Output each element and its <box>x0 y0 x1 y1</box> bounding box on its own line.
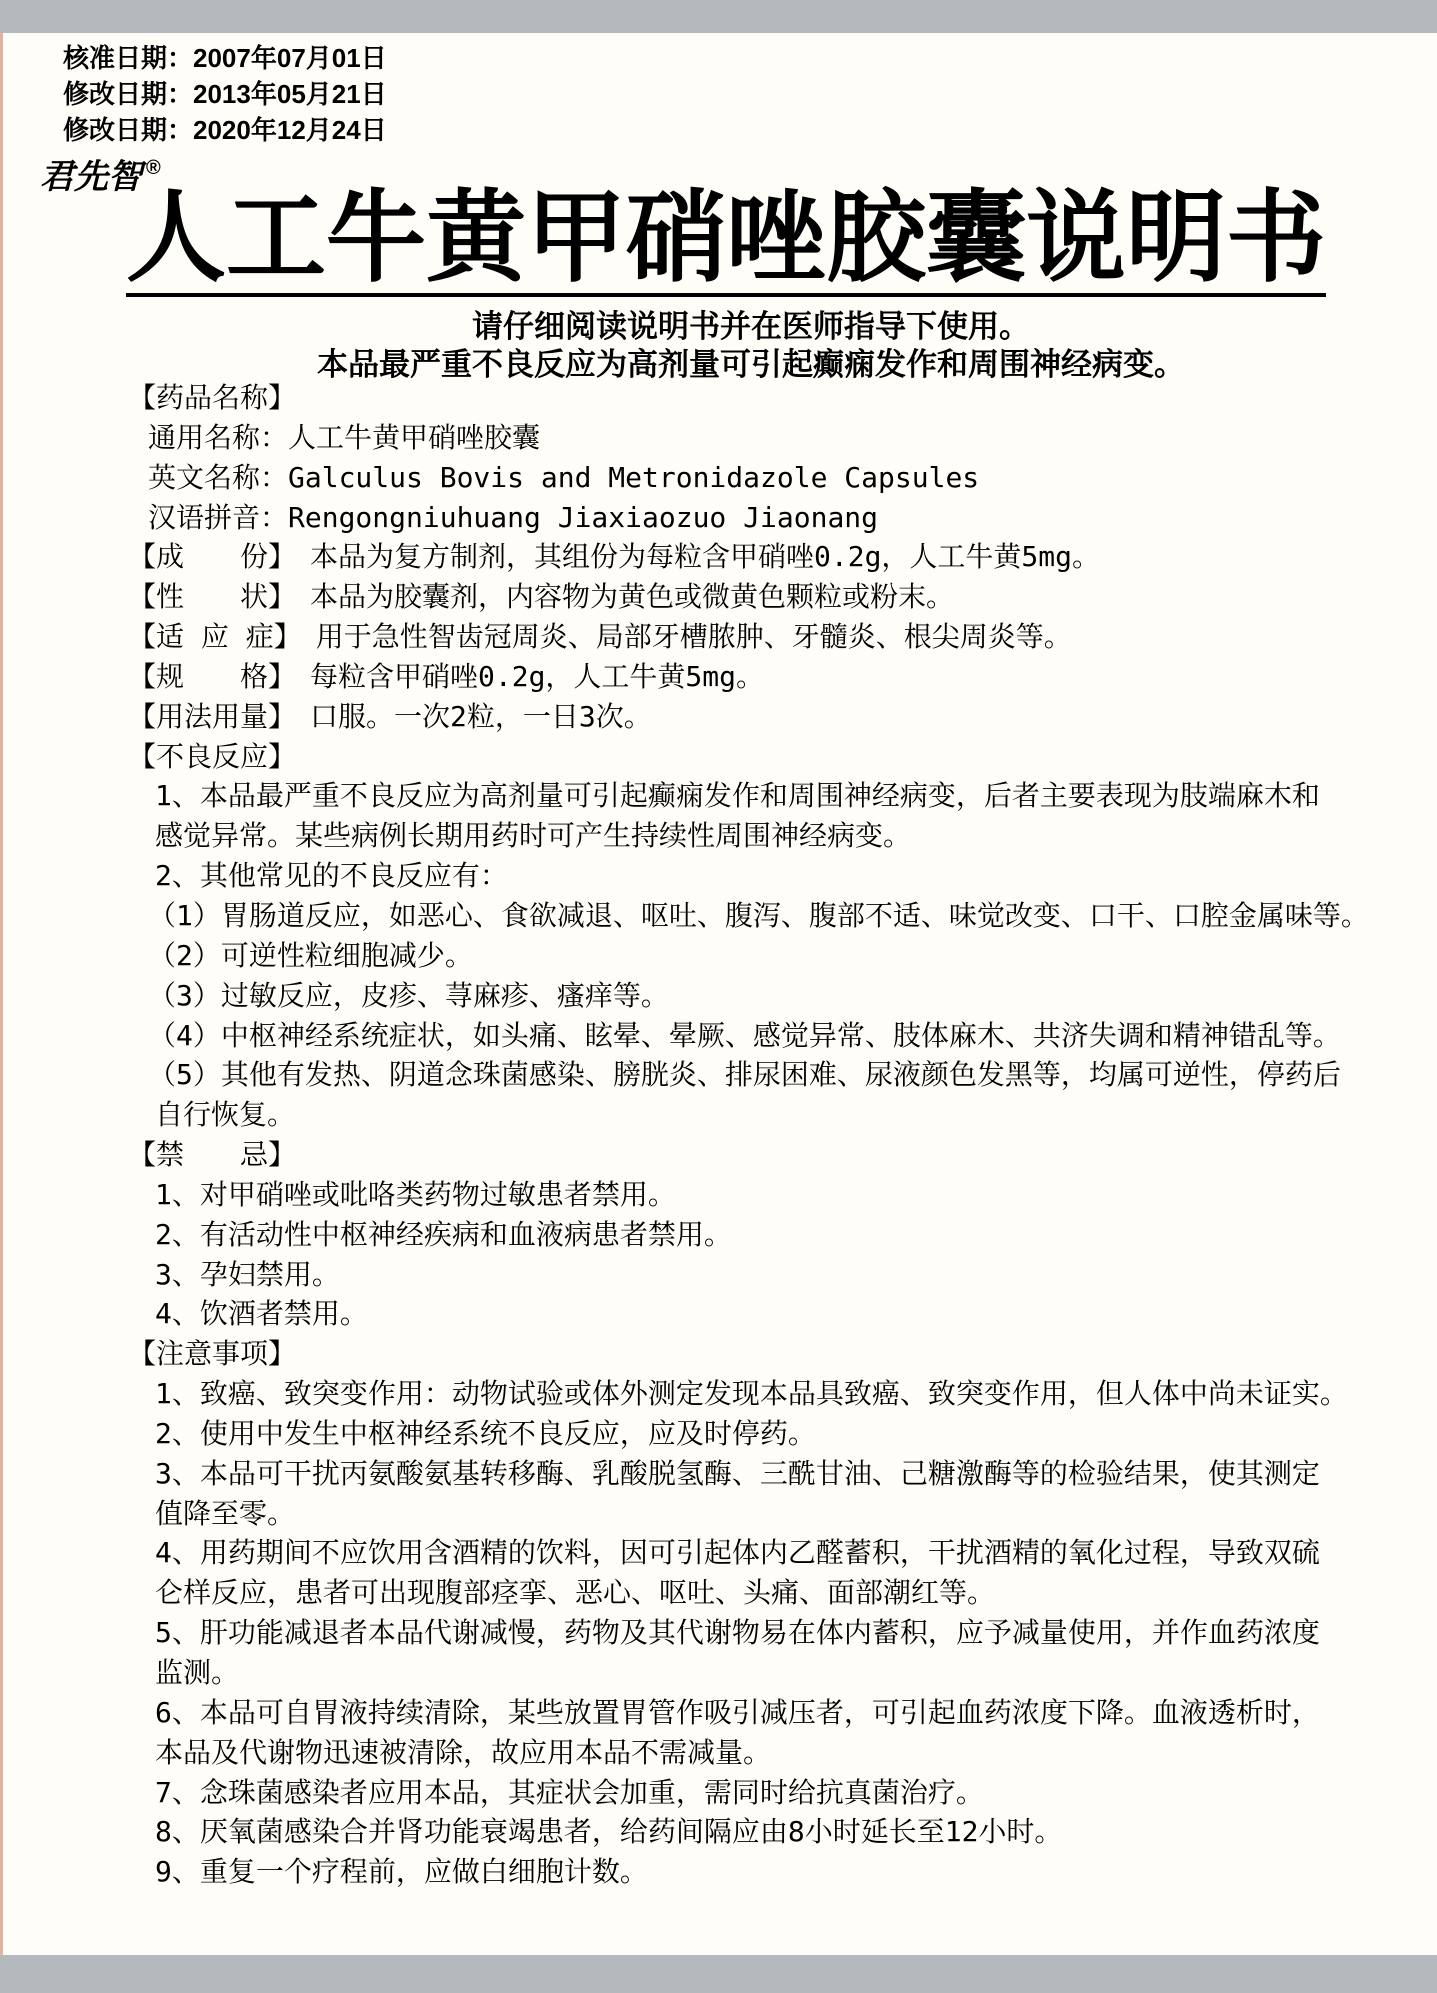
revision-date-row <box>63 76 387 112</box>
text-line: 感觉异常。某些病例长期用药时可产生持续性周围神经病变。 <box>155 819 912 853</box>
brand-name: 君先智 <box>40 158 142 196</box>
text-line: （3）过敏反应，皮疹、荨麻疹、瘙痒等。 <box>148 978 669 1012</box>
text-line: 【禁 忌】 <box>128 1138 297 1172</box>
text-line: 3、孕妇禁用。 <box>155 1257 340 1291</box>
text-line: （5）其他有发热、阴道念珠菌感染、膀胱炎、排尿困难、尿液颜色发黑等，均属可逆性，停药后 <box>148 1058 1341 1092</box>
text-line: 仑样反应，患者可出现腹部痉挛、恶心、呕吐、头痛、面部潮红等。 <box>155 1576 996 1610</box>
revision-date-row <box>63 112 387 148</box>
approval-date-value: 2007年07月01日 <box>193 43 387 73</box>
text-line: 监测。 <box>155 1656 240 1689</box>
text-line: 1、本品最严重不良反应为高剂量可引起癫痫发作和周围神经病变，后者主要表现为肢端麻木和 <box>155 779 1320 813</box>
text-line: 7、念珠菌感染者应用本品，其症状会加重，需同时给抗真菌治疗。 <box>155 1775 984 1809</box>
approval-date-label: 核准日期： <box>63 43 194 73</box>
text-line: 1、对甲硝唑或吡咯类药物过敏患者禁用。 <box>155 1177 676 1211</box>
top-gray-bar <box>0 0 1437 33</box>
text-line: 【适 应 症】 用于急性智齿冠周炎、局部牙槽脓肿、牙髓炎、根尖周炎等。 <box>128 620 1072 654</box>
bottom-gray-bar <box>0 1955 1437 1993</box>
text-line: 值降至零。 <box>155 1496 296 1530</box>
text-line: 6、本品可自胃液持续清除，某些放置胃管作吸引减压者，可引起血药浓度下降。血液透析时， <box>155 1695 1320 1729</box>
document-body <box>0 378 1437 1892</box>
text-line: 2、其他常见的不良反应有： <box>155 859 508 893</box>
text-line: 【不良反应】 <box>128 739 297 773</box>
revision-date-value: 2013年05月21日 <box>193 79 387 109</box>
text-line: 【成 份】 本品为复方制剂，其组份为每粒含甲硝唑0.2g，人工牛黄5mg。 <box>128 540 1101 574</box>
text-line: （1）胃肠道反应，如恶心、食欲减退、呕吐、腹泻、腹部不适、味觉改变、口干、口腔金属味等。 <box>148 898 1369 932</box>
revision-date-label: 修改日期： <box>63 115 194 145</box>
text-line: 【用法用量】 口服。一次2粒，一日3次。 <box>128 699 652 733</box>
page-title: 人工牛黄甲硝唑胶囊说明书 <box>126 188 1326 297</box>
text-line: 2、使用中发生中枢神经系统不良反应，应及时停药。 <box>155 1416 816 1450</box>
text-line: 9、重复一个疗程前，应做白细胞计数。 <box>155 1855 648 1889</box>
text-line: 汉语拼音：Rengongniuhuang Jiaxiaozuo Jiaonang <box>148 500 879 534</box>
text-line: 自行恢复。 <box>155 1098 296 1132</box>
text-line: 【药品名称】 <box>128 381 297 414</box>
text-line: 8、厌氧菌感染合并肾功能衰竭患者，给药间隔应由8小时延长至12小时。 <box>155 1815 1063 1849</box>
text-line: 4、用药期间不应饮用含酒精的饮料，因可引起体内乙醛蓄积，干扰酒精的氧化过程，导致双硫 <box>155 1536 1320 1570</box>
revision-date-value: 2020年12月24日 <box>193 115 387 145</box>
approval-date-row <box>63 40 387 76</box>
text-line: 4、饮酒者禁用。 <box>155 1297 368 1331</box>
text-line: 1、致癌、致突变作用：动物试验或体外测定发现本品具致癌、致突变作用，但人体中尚未证实。 <box>155 1377 1348 1411</box>
text-line: 本品及代谢物迅速被清除，故应用本品不需减量。 <box>155 1735 772 1769</box>
text-line: 通用名称：人工牛黄甲硝唑胶囊 <box>148 420 541 454</box>
revision-date-label: 修改日期： <box>63 79 194 109</box>
text-line: 【性 状】 本品为胶囊剂，内容物为黄色或微黄色颗粒或粉末。 <box>128 580 955 614</box>
text-line: 英文名称：Galculus Bovis and Metronidazole Capsules <box>148 460 980 494</box>
text-line: 5、肝功能减退者本品代谢减慢，药物及其代谢物易在体内蓄积，应予减量使用，并作血药浓度 <box>155 1616 1320 1650</box>
text-line: （2）可逆性粒细胞减少。 <box>148 938 473 972</box>
text-line: 2、有活动性中枢神经疾病和血液病患者禁用。 <box>155 1217 732 1251</box>
subtitle-read-carefully: 请仔细阅读说明书并在医师指导下使用。 <box>472 309 1030 344</box>
dates-block <box>63 40 387 148</box>
text-line: （4）中枢神经系统症状，如头痛、眩晕、晕厥、感觉异常、肢体麻木、共济失调和精神错乱等。 <box>148 1018 1341 1052</box>
registered-trademark-mark: ® <box>146 157 161 179</box>
text-line: 【规 格】 每粒含甲硝唑0.2g，人工牛黄5mg。 <box>128 659 765 693</box>
title-block <box>126 182 1326 297</box>
text-line: 3、本品可干扰丙氨酸氨基转移酶、乳酸脱氢酶、三酰甘油、己糖激酶等的检验结果，使其测定 <box>155 1456 1320 1490</box>
subtitle-severe-warning: 本品最严重不良反应为高剂量可引起癫痫发作和周围神经病变。 <box>317 347 1185 382</box>
text-line: 【注意事项】 <box>128 1337 297 1371</box>
